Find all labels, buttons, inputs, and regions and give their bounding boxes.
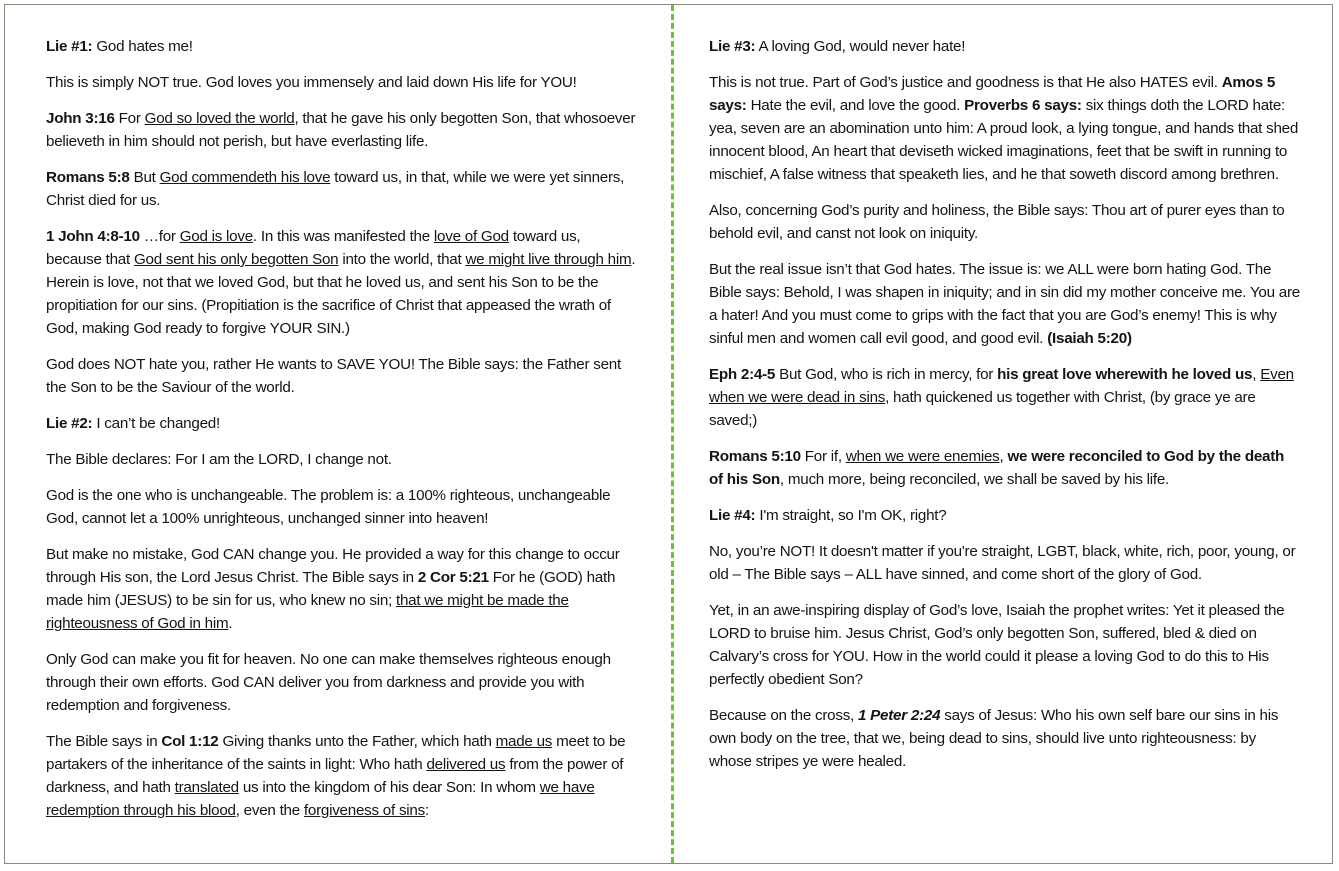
text-segment: Hate the evil, and love the good.	[746, 97, 965, 114]
bold-text: Amos 5 says:	[709, 74, 1276, 114]
bold-text: John 3:16	[46, 110, 115, 127]
dashed-divider	[671, 5, 674, 863]
underlined-text: Even when we were dead in sins	[709, 366, 1294, 406]
underlined-text: God sent his only begotten Son	[133, 251, 339, 268]
bold-text: 1 Peter 2:24	[858, 707, 941, 724]
text-segment: Yet, in an awe-inspiring display of God’s love, Isaiah the prophet writes: Yet it pleased the LORD to bruise him. Jesus Christ, God’s only begotten Son, suffered, bled & died on Calvary’s cross for YOU. How in the world could it please a loving God to do this to His perfectly obedient Son?	[709, 602, 1285, 688]
text-segment: , hath quickened us together with Christ, (by grace ye are saved;)	[709, 389, 1256, 429]
text-segment: The Bible says in	[46, 733, 162, 750]
bold-text: his great love wherewith he loved us	[997, 366, 1253, 383]
text-segment: For	[114, 110, 145, 127]
text-segment: , much more, being reconciled, we shall be saved by his life.	[779, 471, 1170, 488]
text-segment: No, you’re NOT! It doesn't matter if you're straight, LGBT, black, white, rich, poor, young, or old – The Bible says – ALL have sinned, and come short of the glory of God.	[709, 543, 1296, 583]
bold-text: 1 John 4:8-10	[46, 228, 140, 245]
text-segment: The Bible declares: For I am the LORD, I change not.	[46, 451, 392, 468]
underlined-text: we have redemption through his blood	[46, 779, 595, 819]
underlined-text: forgiveness of sins	[303, 802, 425, 819]
bold-text: 2 Cor 5:21	[417, 569, 489, 586]
underlined-text: made us	[495, 733, 553, 750]
paragraph	[46, 730, 638, 822]
text-segment: .	[228, 615, 233, 632]
text-segment: ,	[1252, 366, 1261, 383]
paragraph	[46, 166, 638, 212]
text-segment: us into the kingdom of his dear Son: In whom	[238, 779, 540, 796]
text-segment: from the power of darkness, and hath	[46, 756, 624, 796]
paragraph	[709, 504, 1301, 527]
paragraph	[709, 704, 1301, 773]
bold-text: (Isaiah 5:20)	[1047, 330, 1132, 347]
left-column	[46, 35, 638, 835]
paragraph	[46, 543, 638, 635]
text-segment: I'm straight, so I'm OK, right?	[755, 507, 947, 524]
text-segment: into the world, that	[338, 251, 466, 268]
text-segment: But God, who is rich in mercy, for	[775, 366, 998, 383]
bold-text: we were reconciled to God by the death of his Son	[709, 448, 1285, 488]
tract-page	[4, 4, 1333, 864]
underlined-text: that we might be made the righteousness of God in him	[46, 592, 569, 632]
paragraph	[709, 599, 1301, 691]
paragraph	[709, 445, 1301, 491]
text-segment: six things doth the LORD hate: yea, seven are an abomination unto him: A proud look, a lying tongue, and hands that shed innocent blood, An heart that deviseth wicked imaginations, feet that be swift in running to mischief, A false witness that speaketh lies, and he that soweth discord among brethren.	[709, 97, 1299, 183]
bold-text: Romans 5:8	[46, 169, 130, 186]
text-segment: God does NOT hate you, rather He wants to SAVE YOU! The Bible says: the Father sent the Son to be the Saviour of the world.	[46, 356, 621, 396]
paragraph	[709, 71, 1301, 186]
paragraph	[46, 35, 638, 58]
paragraph	[709, 35, 1301, 58]
bold-text: Lie #4:	[709, 507, 756, 524]
paragraph	[46, 225, 638, 340]
text-segment: But	[129, 169, 160, 186]
paragraph	[46, 648, 638, 717]
text-segment: . Herein is love, not that we loved God, but that he loved us, and sent his Son to be the propitiation for our sins. (Propitiation is the sacrifice of Christ that appeased the wrath of God, making God ready to forgive YOUR SIN.)	[46, 251, 636, 337]
text-segment: Giving thanks unto the Father, which hath	[218, 733, 496, 750]
paragraph	[46, 484, 638, 530]
text-segment: ,	[999, 448, 1008, 465]
paragraph	[709, 540, 1301, 586]
text-segment: God is the one who is unchangeable. The problem is: a 100% righteous, unchangeable God, cannot let a 100% unrighteous, unchanged sinner into heaven!	[46, 487, 611, 527]
paragraph	[46, 448, 638, 471]
text-segment: toward us, because that	[46, 228, 581, 268]
text-segment: Because on the cross,	[709, 707, 858, 724]
paragraph	[709, 199, 1301, 245]
paragraph	[46, 353, 638, 399]
text-segment: says of Jesus: Who his own self bare our sins in his own body on the tree, that we, being dead to sins, should live unto righteousness: by whose stripes ye were healed.	[709, 707, 1279, 770]
underlined-text: God commendeth his love	[159, 169, 331, 186]
text-segment: . In this was manifested the	[252, 228, 434, 245]
underlined-text: God so loved the world	[144, 110, 295, 127]
text-segment: toward us, in that, while we were yet sinners, Christ died for us.	[46, 169, 625, 209]
text-segment: For he (GOD) hath made him (JESUS) to be sin for us, who knew no sin;	[46, 569, 616, 609]
bold-text: Eph 2:4-5	[709, 366, 776, 383]
underlined-text: translated	[174, 779, 239, 796]
text-segment: God hates me!	[92, 38, 193, 55]
text-segment: , even the	[235, 802, 304, 819]
underlined-text: when we were enemies	[845, 448, 1000, 465]
text-segment: But make no mistake, God CAN change you. He provided a way for this change to occur through His son, the Lord Jesus Christ. The Bible says in	[46, 546, 620, 586]
text-segment: …for	[139, 228, 180, 245]
text-segment: Also, concerning God’s purity and holiness, the Bible says: Thou art of purer eyes than to behold evil, and canst not look on iniquity.	[709, 202, 1285, 242]
text-segment: Only God can make you fit for heaven. No one can make themselves righteous enough through their own efforts. God CAN deliver you from darkness and provide you with redemption and forgiveness.	[46, 651, 611, 714]
underlined-text: God is love	[179, 228, 253, 245]
bold-text: Romans 5:10	[709, 448, 801, 465]
paragraph	[46, 107, 638, 153]
text-segment: A loving God, would never hate!	[755, 38, 966, 55]
paragraph	[709, 363, 1301, 432]
paragraph	[46, 412, 638, 435]
bold-text: Col 1:12	[161, 733, 219, 750]
bold-text: Lie #1:	[46, 38, 93, 55]
bold-text: Proverbs 6 says:	[964, 97, 1082, 114]
bold-text: Lie #2:	[46, 415, 93, 432]
paragraph	[709, 258, 1301, 350]
text-segment: For if,	[800, 448, 846, 465]
text-segment: , that he gave his only begotten Son, that whosoever believeth in him should not perish, but have everlasting life.	[46, 110, 636, 150]
underlined-text: we might live through him	[465, 251, 632, 268]
text-segment: meet to be partakers of the inheritance of the saints in light: Who hath	[46, 733, 626, 773]
underlined-text: love of God	[433, 228, 509, 245]
text-segment: I can’t be changed!	[92, 415, 220, 432]
text-segment: This is not true. Part of God’s justice and goodness is that He also HATES evil.	[709, 74, 1222, 91]
text-segment: :	[424, 802, 429, 819]
text-segment: But the real issue isn’t that God hates. The issue is: we ALL were born hating God. The Bible says: Behold, I was shapen in iniquity; and in sin did my mother conceive me. You are a hater! And you must come to grips with the fact that you are God’s enemy! This is why sinful men and women call evil good, and good evil.	[709, 261, 1301, 347]
paragraph	[46, 71, 638, 94]
underlined-text: delivered us	[426, 756, 506, 773]
right-column	[709, 35, 1301, 786]
text-segment: This is simply NOT true. God loves you immensely and laid down His life for YOU!	[46, 74, 577, 91]
bold-text: Lie #3:	[709, 38, 756, 55]
